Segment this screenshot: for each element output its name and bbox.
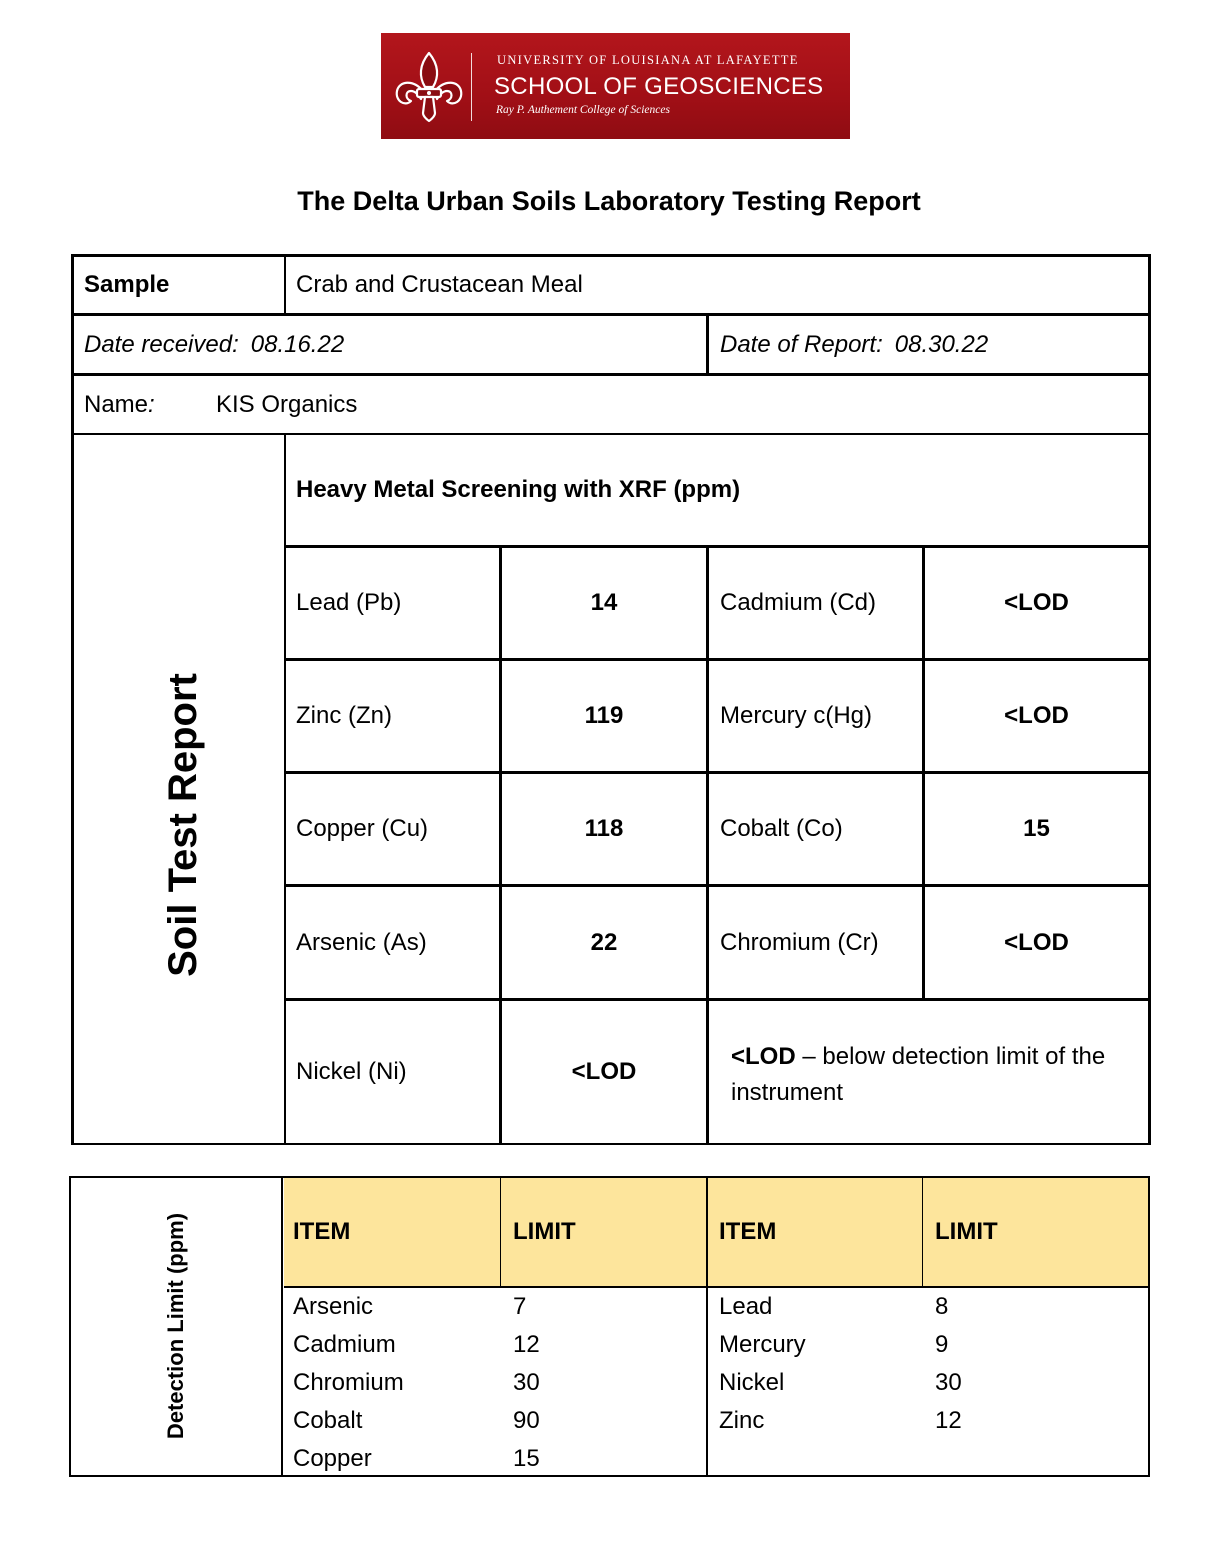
lod-note-continuation: instrument — [731, 1079, 844, 1106]
value-arsenic: 22 — [590, 928, 618, 956]
date-received-label: Date received: — [84, 330, 239, 358]
header-item-left: ITEM — [293, 1218, 351, 1245]
list-item: 12 — [513, 1331, 540, 1358]
list-item: Mercury — [719, 1331, 806, 1358]
value-cobalt: 15 — [1023, 815, 1050, 842]
detection-header-band — [284, 1178, 1148, 1287]
right-limit-list — [935, 1288, 962, 1440]
list-item: 12 — [935, 1407, 962, 1434]
lod-note-definition: – below detection limit of the — [795, 1043, 1106, 1070]
school-name: SCHOOL OF GEOSCIENCES — [494, 73, 824, 100]
soil-test-side-label: Soil Test Report — [161, 673, 205, 977]
university-name: UNIVERSITY OF LOUISIANA AT LAFAYETTE — [497, 53, 799, 67]
list-item: 30 — [513, 1369, 540, 1396]
element-mercury: Mercury c(Hg) — [720, 702, 873, 729]
value-cadmium: <LOD — [1004, 589, 1069, 616]
element-lead: Lead (Pb) — [296, 589, 402, 616]
header-item-right: ITEM — [719, 1218, 777, 1245]
element-nickel: Nickel (Ni) — [296, 1058, 407, 1085]
value-chromium: <LOD — [1004, 928, 1069, 956]
screening-heading: Heavy Metal Screening with XRF (ppm) — [296, 476, 741, 503]
list-item: Zinc — [719, 1407, 765, 1434]
list-item: Chromium — [293, 1369, 404, 1396]
list-item: Cadmium — [293, 1331, 396, 1358]
client-name-value: KIS Organics — [216, 390, 358, 418]
list-item: Arsenic — [293, 1293, 374, 1320]
left-item-list — [293, 1288, 404, 1478]
detection-side-label: Detection Limit (ppm) — [163, 1212, 188, 1440]
element-copper: Copper (Cu) — [296, 815, 429, 842]
date-of-report-label: Date of Report: — [720, 330, 883, 358]
element-cobalt: Cobalt (Co) — [720, 815, 843, 842]
sample-value: Crab and Crustacean Meal — [296, 271, 583, 298]
sample-label: Sample — [84, 271, 170, 298]
list-item: 30 — [935, 1369, 962, 1396]
header-limit-right: LIMIT — [935, 1218, 998, 1245]
list-item: Lead — [719, 1293, 773, 1320]
header-limit-left: LIMIT — [513, 1218, 576, 1245]
list-item: 90 — [513, 1407, 540, 1434]
list-item: 7 — [513, 1293, 527, 1320]
date-received-value: 08.16.22 — [250, 330, 345, 358]
value-copper: 118 — [584, 815, 624, 842]
lod-note — [731, 1039, 1105, 1111]
name-label: Name — [84, 390, 149, 418]
university-logo — [381, 33, 850, 139]
element-cadmium: Cadmium (Cd) — [720, 589, 877, 616]
client-name-label — [84, 376, 155, 433]
left-limit-list — [513, 1288, 540, 1478]
value-lead: 14 — [590, 589, 618, 616]
list-item: Cobalt — [293, 1407, 363, 1434]
report-title: The Delta Urban Soils Laboratory Testing Report — [297, 186, 921, 216]
list-item: Copper — [293, 1445, 372, 1472]
fleur-de-lis-icon — [389, 47, 469, 127]
element-zinc: Zinc (Zn) — [296, 702, 392, 729]
list-item: 8 — [935, 1293, 949, 1320]
value-zinc: 119 — [584, 702, 624, 729]
lod-note-term: <LOD — [731, 1043, 796, 1070]
value-mercury: <LOD — [1004, 702, 1069, 729]
list-item: 9 — [935, 1331, 949, 1358]
right-item-list — [719, 1288, 806, 1440]
name-colon: : — [148, 390, 155, 418]
element-arsenic: Arsenic (As) — [296, 928, 427, 956]
list-item: Nickel — [719, 1369, 785, 1396]
value-nickel: <LOD — [571, 1058, 637, 1085]
date-received — [84, 316, 344, 373]
element-chromium: Chromium (Cr) — [720, 928, 879, 956]
logo-divider — [471, 53, 472, 121]
college-name: Ray P. Authement College of Sciences — [496, 104, 670, 116]
date-of-report — [720, 316, 988, 373]
list-item: 15 — [513, 1445, 540, 1472]
date-of-report-value: 08.30.22 — [894, 330, 989, 358]
